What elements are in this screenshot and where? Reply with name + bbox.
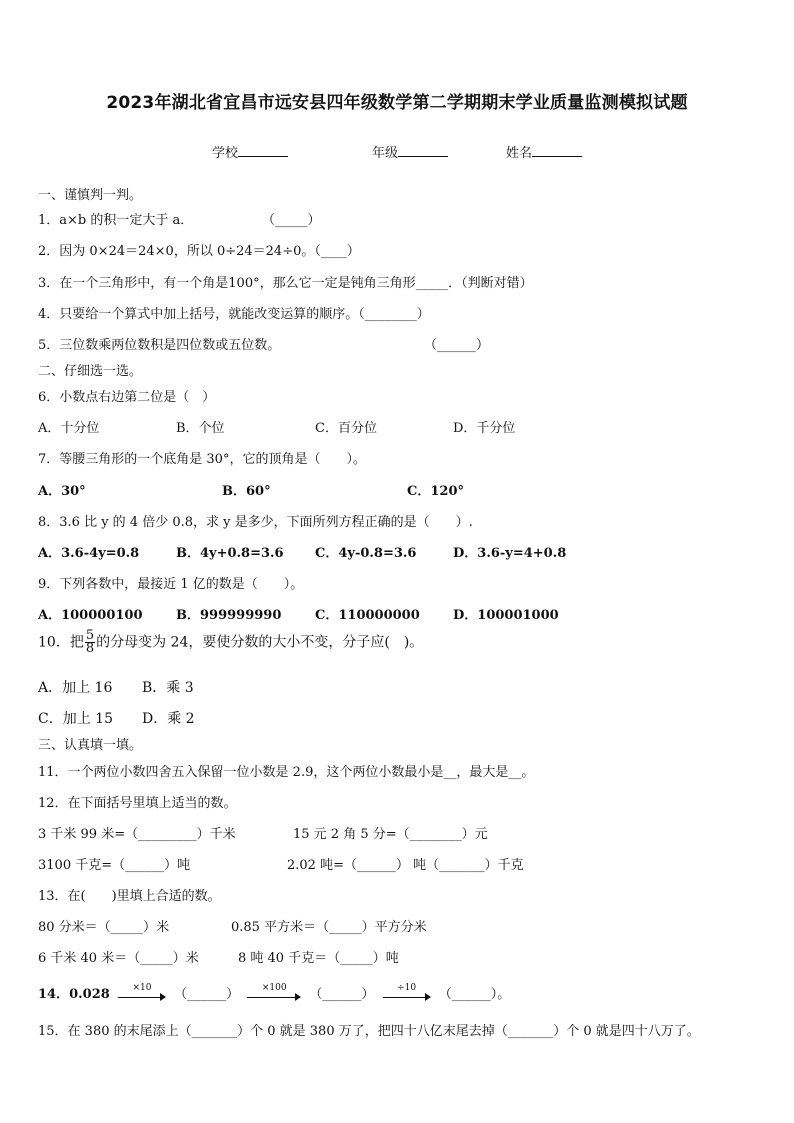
divide-10-arrow-icon: ÷10 (383, 988, 431, 1002)
q9-option-d[interactable]: D．100001000 (453, 608, 559, 623)
q6-option-a[interactable]: A．十分位 (38, 421, 100, 436)
question-4: 4．只要给一个算式中加上括号，就能改变运算的顺序。（________） (38, 307, 430, 322)
fraction-numerator: 5 (85, 628, 95, 643)
q13-item-1[interactable]: 80 分米＝（_____）米 (38, 920, 170, 935)
q12-item-1[interactable]: 3 千米 99 米=（_________）千米 (38, 827, 236, 842)
q10-option-b[interactable]: B．乘 3 (142, 680, 194, 696)
q10-prefix: 10．把 (38, 634, 84, 651)
section-1-heading: 一、谨慎判一判。 (38, 188, 143, 203)
question-5-answer[interactable]: （______） (424, 338, 490, 353)
name-blank[interactable] (532, 143, 582, 157)
question-12: 12．在下面括号里填上适当的数。 (38, 796, 237, 811)
q14-blank-3[interactable]: （______）。 (438, 987, 511, 1002)
q14-blank-2[interactable]: （______） (309, 987, 375, 1002)
q14-start: 14．0.028 (38, 987, 110, 1002)
q6-option-b[interactable]: B．个位 (176, 421, 225, 436)
q13-item-4[interactable]: 8 吨 40 千克＝（_____）吨 (238, 951, 399, 966)
q13-item-3[interactable]: 6 千米 40 米＝（_____）米 (38, 951, 199, 966)
section-3-heading: 三、认真填一填。 (38, 738, 143, 753)
question-7: 7．等腰三角形的一个底角是 30°，它的顶角是（ ）。 (38, 452, 366, 467)
q6-option-c[interactable]: C．百分位 (315, 421, 377, 436)
q12-item-2[interactable]: 15 元 2 角 5 分=（________）元 (293, 827, 488, 842)
question-11: 11．一个两位小数四舍五入保留一位小数是 2.9，这个两位小数最小是__，最大是__。 (38, 765, 535, 780)
q8-option-a[interactable]: A．3.6-4y=0.8 (38, 546, 140, 561)
question-8: 8．3.6 比 y 的 4 倍少 0.8，求 y 是多少，下面所列方程正确的是（ ）. (38, 515, 473, 530)
q10-option-d[interactable]: D．乘 2 (142, 711, 195, 727)
name-label: 姓名 (506, 146, 533, 161)
question-1: 1．a×b 的积一定大于 a． (38, 213, 194, 228)
question-15: 15．在 380 的末尾添上（_______）个 0 就是 380 万了，把四十八亿末尾去掉（_______）个 0 就是四十八万了。 (38, 1024, 700, 1039)
fraction-5-8 (85, 630, 95, 655)
q7-option-a[interactable]: A．30° (38, 484, 86, 499)
question-1-answer[interactable]: （_____） (262, 213, 321, 228)
question-2: 2．因为 0×24＝24×0，所以 0÷24＝24÷0。（____） (38, 244, 360, 259)
q10-option-c[interactable]: C．加上 15 (38, 711, 113, 727)
q8-option-b[interactable]: B．4y+0.8=3.6 (176, 546, 284, 561)
school-field[interactable] (212, 142, 288, 161)
times-100-arrow-icon: ×100 (247, 988, 301, 1002)
q9-option-a[interactable]: A．100000100 (38, 608, 143, 623)
page-title: 2023年湖北省宜昌市远安县四年级数学第二学期期末学业质量监测模拟试题 (106, 93, 688, 113)
question-14 (38, 983, 510, 1002)
q12-item-4[interactable]: 2.02 吨=（______） 吨（_______）千克 (287, 858, 524, 873)
fraction-denominator: 8 (85, 641, 95, 656)
school-label: 学校 (212, 146, 239, 161)
question-9: 9．下列各数中，最接近 1 亿的数是（ ）。 (38, 577, 304, 592)
q8-option-c[interactable]: C．4y-0.8=3.6 (315, 546, 417, 561)
question-6: 6．小数点右边第二位是（ ） (38, 390, 216, 405)
q14-blank-1[interactable]: （______） (174, 987, 240, 1002)
times-10-arrow-icon: ×10 (118, 988, 166, 1002)
grade-label: 年级 (372, 146, 399, 161)
q6-option-d[interactable]: D．千分位 (453, 421, 516, 436)
name-field[interactable] (506, 142, 582, 161)
section-2-heading: 二、仔细选一选。 (38, 364, 143, 379)
q7-option-c[interactable]: C．120° (407, 484, 464, 499)
q10-option-a[interactable]: A．加上 16 (38, 680, 113, 696)
grade-field[interactable] (372, 142, 448, 161)
q12-item-3[interactable]: 3100 千克=（______）吨 (38, 858, 191, 873)
grade-blank[interactable] (398, 143, 448, 157)
question-5: 5．三位数乘两位数积是四位数或五位数。 (38, 338, 281, 353)
q13-item-2[interactable]: 0.85 平方米＝（_____）平方分米 (231, 920, 427, 935)
question-10 (38, 630, 423, 655)
q10-suffix: 的分母变为 24，要使分数的大小不变，分子应( )。 (96, 634, 424, 651)
question-13: 13．在( )里填上合适的数。 (38, 889, 221, 904)
q7-option-b[interactable]: B．60° (222, 484, 271, 499)
q8-option-d[interactable]: D．3.6-y=4+0.8 (453, 546, 567, 561)
q9-option-b[interactable]: B．999999990 (176, 608, 282, 623)
school-blank[interactable] (238, 143, 288, 157)
question-3: 3．在一个三角形中，有一个角是100°，那么它一定是钝角三角形_____．（判断对错） (38, 276, 533, 291)
q9-option-c[interactable]: C．110000000 (315, 608, 420, 623)
